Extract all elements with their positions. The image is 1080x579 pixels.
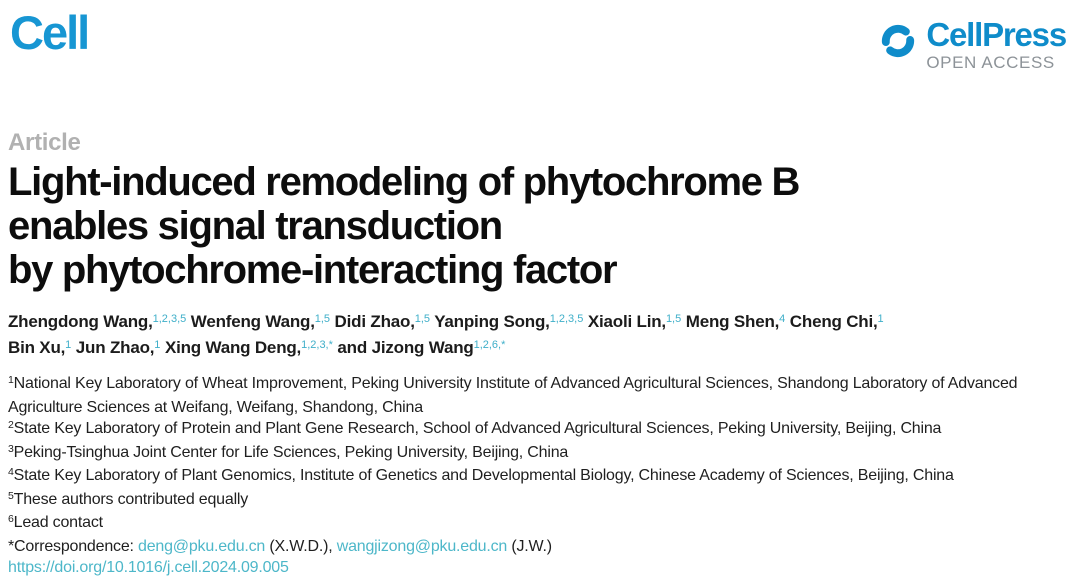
- author-affiliation-superscript: 1,2,3,5: [152, 313, 187, 326]
- cellpress-lockup: [877, 8, 1066, 74]
- footnote-text: State Key Laboratory of Protein and Plant Gene Research, School of Advanced Agricultural Sciences, Peking University, Beijing, China: [13, 420, 942, 437]
- cellpress-publisher-name: CellPress: [926, 16, 1066, 53]
- correspondence-prefix: *Correspondence:: [8, 537, 139, 555]
- footnote-superscript: 3: [8, 442, 14, 455]
- author-affiliation-superscript: 1: [877, 313, 884, 326]
- article-title: [8, 160, 1066, 292]
- footnote-line: [8, 442, 1066, 466]
- author-affiliation-superscript: 1,2,6,*: [473, 339, 506, 352]
- author-name: Xing Wang Deng,: [160, 338, 302, 357]
- author-name: Jun Zhao,: [71, 338, 155, 357]
- footnote-text: Lead contact: [13, 514, 103, 531]
- author-name: Didi Zhao,: [330, 312, 415, 331]
- footnote-text: Peking-Tsinghua Joint Center for Life Sciences, Peking University, Beijing, China: [13, 443, 569, 461]
- author-name: Bin Xu,: [8, 338, 66, 357]
- correspondence-mid: (X.W.D.),: [265, 537, 337, 555]
- doi-line: [8, 557, 1066, 579]
- footnote-line: [8, 418, 1066, 442]
- author-affiliation-superscript: 1: [154, 339, 161, 352]
- author-name: and Jizong Wang: [332, 338, 474, 357]
- author-affiliation-superscript: 1,5: [414, 313, 431, 326]
- article-title-line: enables signal transduction: [8, 204, 502, 248]
- author-affiliation-superscript: 1,2,3,*: [301, 339, 333, 352]
- correspondence-suffix: (J.W.): [507, 537, 552, 555]
- footnote-text: State Key Laboratory of Plant Genomics, Institute of Genetics and Developmental Biology, Chinese Academy of Sciences, Beijing, China: [13, 467, 954, 484]
- masthead: [8, 8, 1066, 84]
- author-affiliation-superscript: 1,2,3,5: [549, 313, 584, 326]
- open-access-label: OPEN ACCESS: [926, 53, 1055, 72]
- footnote-superscript: 1: [8, 374, 14, 387]
- footnote-line: [8, 465, 1066, 489]
- correspondence-email-2[interactable]: wangjizong@pku.edu.cn: [336, 537, 508, 555]
- author-list: [8, 310, 1066, 362]
- correspondence-email-1[interactable]: deng@pku.edu.cn: [138, 537, 266, 555]
- author-affiliation-superscript: 1,5: [665, 313, 682, 326]
- author-affiliation-superscript: 1,5: [314, 313, 331, 326]
- affiliations-footnotes: [8, 373, 1066, 536]
- article-title-line: Light-induced remodeling of phytochrome B: [8, 160, 800, 204]
- doi-link[interactable]: https://doi.org/10.1016/j.cell.2024.09.005: [8, 559, 289, 576]
- author-name: Yanping Song,: [430, 312, 550, 331]
- author-affiliation-superscript: 1: [65, 339, 72, 352]
- author-line: [8, 336, 1066, 362]
- author-affiliation-superscript: 4: [779, 313, 786, 326]
- author-name: Zhengdong Wang,: [8, 312, 153, 331]
- footnote-superscript: 6: [8, 513, 14, 526]
- footnote-line: [8, 373, 1066, 418]
- author-line: [8, 310, 1066, 336]
- article-title-line: by phytochrome-interacting factor: [8, 248, 617, 292]
- footnote-superscript: 5: [8, 489, 14, 502]
- footnote-line: [8, 489, 1066, 513]
- author-name: Xiaoli Lin,: [583, 312, 666, 331]
- footnote-superscript: 2: [8, 419, 14, 432]
- article-type-label: Article: [8, 129, 81, 156]
- cellpress-swirl-icon: [877, 20, 919, 62]
- cellpress-text: [926, 18, 1066, 74]
- author-name: Wenfeng Wang,: [186, 312, 315, 331]
- cell-journal-logo: Cell: [10, 6, 89, 59]
- correspondence-line: [8, 536, 1066, 558]
- footnote-line: [8, 512, 1066, 536]
- author-name: Cheng Chi,: [785, 312, 878, 331]
- footnote-superscript: 4: [8, 466, 14, 479]
- author-name: Meng Shen,: [681, 312, 780, 331]
- footnote-text: These authors contributed equally: [13, 490, 249, 508]
- footnote-text: National Key Laboratory of Wheat Improvement, Peking University Institute of Advanced Agricultural Sciences, Shandong Laboratory of Advanced Agriculture Sciences at Weifang, Weifang, Shandong, China: [8, 375, 1018, 416]
